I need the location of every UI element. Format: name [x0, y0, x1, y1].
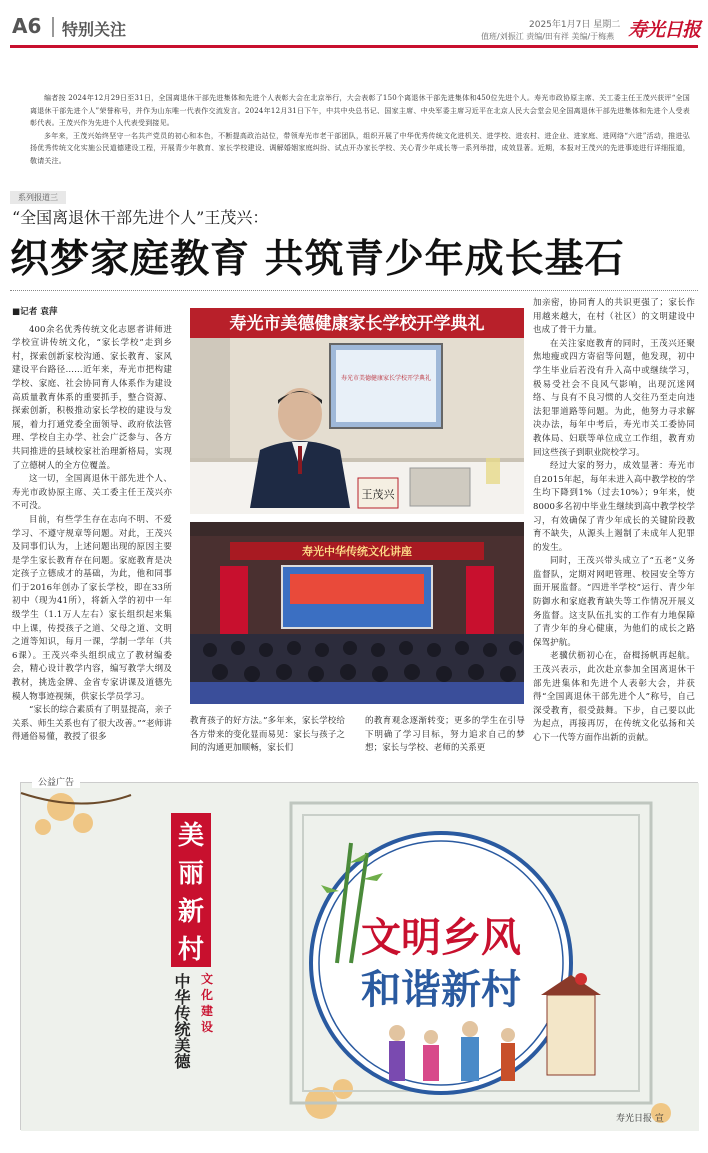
series-tag: 系列报道三	[10, 191, 66, 204]
photo1-nameplate-text: 王茂兴	[361, 488, 395, 501]
article-paragraph: 这一切，全国离退休干部先进个人、寿光市政协原主席、关工委主任王茂兴亦不可没。	[12, 474, 172, 512]
article-paragraph: 加亲密，协同育人的共识更强了；家长作用越来越大，在村（社区）的文明建设中也成了骨干力量。	[533, 298, 695, 336]
article-paragraph: 老骥伏枥初心在，奋楫扬帆再起航。王茂兴表示，此次赴京参加全国离退休干部先进集体和先进个人表彰大会，并获得“全国离退休干部先进个人”称号，自己深受教育，很受鼓舞。下步，自己要以此为起点，再接再厉，在传统文化弘扬和关心下一代等方面作出新的贡献。	[533, 651, 695, 743]
page-number: A6	[12, 14, 42, 38]
header-rule	[10, 45, 698, 48]
byline: ■记者 袁萍	[12, 307, 58, 317]
ad-circle	[311, 833, 571, 1093]
headline-kicker: “全国离退休干部先进个人”王茂兴：	[12, 208, 269, 227]
article-paragraph: 400余名优秀传统文化志愿者讲师进学校宣讲传统文化，“家长学校”走到乡村，探索创新家校沟通、家长教育、家风建设平台路径……近年来，寿光市把构建学校、家庭、社会协同育人体系作为建设高质量教育体系的重要抓手，整合资源、探索创新，积极推动家长学校的建设与发展，着力打通党委全面领导、政府依法管理、学校自主办学、社会广泛参与、各方共同推进的县域校家社治理新格局，实现了立德树人的全方位覆盖。	[12, 324, 172, 471]
ad-credit: 寿光日报 宣	[616, 1114, 664, 1124]
section-title: 特别关注	[62, 20, 127, 39]
article-column-3	[365, 715, 525, 763]
ad-title-line2: 和谐新村	[361, 967, 521, 1013]
photo-culture-lecture-art	[190, 522, 524, 704]
editors-note	[30, 92, 690, 167]
ad-artwork	[21, 783, 699, 1131]
ad-seal-char: 化	[200, 988, 213, 1002]
editors-note-paragraph: 编者按 2024年12月29日至31日，全国离退休干部先进集体和先进个人表彰大会在北京举行，大会表彰了150个离退休干部先进集体和450位先进个人。寿光市政协原主席、关工委主任王茂兴获评“全国离退休干部先进个人”荣誉称号，并作为山东唯一代表作交流发言。2024年12月31日下午，中共中央总书记、国家主席、中央军委主席习近平在北京人民大会堂会见全国离退休干部先进集体和先进个人受表彰代表。王茂兴作为先进个人代表受到接见。	[30, 94, 690, 127]
issue-date: 2025年1月7日 星期二	[529, 20, 621, 30]
article-paragraph: 的教育观念逐渐转变；更多的学生在引导下明确了学习目标，努力追求自己的梦想；家长与学校、老师的关系更	[365, 716, 525, 754]
headline: 织梦家庭教育 共筑青少年成长基石	[10, 237, 625, 282]
article-paragraph: 在关注家庭教育的同时，王茂兴还聚焦地瘦或四方寄宿等问题，他发现，初中学生毕业后若没有升入高中或继续学习，极易受社会不良风气影响，出现沉迷网络、与良有不良习惯的人交往乃至走向违法犯罪道路等问题。为此，他努力寻求解决办法，每年中考后，寿光市关工委协同教体局、妇联等单位成立工作组，教育劝回这些孩子到职业院校学习。	[533, 338, 695, 458]
ad-vertical-char: 村	[177, 935, 204, 965]
editor-credits: 值班/刘振江 责编/田有祥 美编/于梅燕	[481, 32, 615, 41]
editors-note-paragraph: 多年来，王茂兴始终坚守一名共产党员的初心和本色，不断提高政治站位，带领寿光市老干部团队，组织开展了中华优秀传统文化进机关、进学校、进农村、进企业、进家庭、进网络“六进”活动，推进弘扬优秀传统文化实施公民道德建设工程，开展青少年教育、家长学校建设、调解婚姻家庭纠纷、试点开办家长学校、关心青少年成长等一系列举措，成效显著。近期，本报对王茂兴的先进事迹进行详细报道，敬请关注。	[30, 131, 690, 165]
photo-opening-ceremony-art	[190, 308, 524, 514]
ad-tag: 公益广告	[32, 775, 80, 788]
ad-seal	[193, 971, 221, 1035]
ad-vertical-title	[173, 817, 209, 969]
article-paragraph: “家长的综合素质有了明显提高，亲子关系、师生关系也有了很大改善。”“老师讲得通俗易懂，教授了很多	[12, 705, 172, 743]
photo-opening-ceremony	[190, 308, 524, 514]
article-column-4	[533, 297, 695, 743]
headline-rule	[10, 290, 698, 291]
ad-title-line1: 文明乡风	[361, 915, 521, 961]
article-paragraph: 经过大家的努力，成效显著：寿光市自2015年起，每年未进入高中教学校的学生均下降到1%（过去10%）；9年来，使8000多名初中毕业生继续到高中教学校学习，有效确保了青少年成长的关键阶段教育不缺失，从源头上遏制了未成年人犯罪的发生。	[533, 461, 695, 553]
article-paragraph: 同时，王茂兴带头成立了“五老”义务监督队，定期对网吧管理、校园安全等方面开展监督。“四进半学校”运行、青少年防御水和家庭教育缺失等工作情况开展义务监督。这支队伍扎实的工作有力地保障了青少年的身心健康，为他们的成长之路保驾护航。	[533, 556, 695, 648]
header-divider	[52, 17, 54, 37]
article-paragraph: 目前，有些学生存在志向不明、不爱学习、不遵守规章等问题。对此，王茂兴及同事们认为，上述问题出现的原因主要是学生家长教育存在问题。家庭教育是决定孩子立德成才的基础，为此，他和同事们于2016年创办了家长学校，即在33所初中（现为41所），将新入学的初中一年级学生（1.1万人左右）家长组织起来集中上课，传授孩子之道、父母之道、文明之道等知识，每月一课，学制一学年（共6课）。王茂兴牵头组织成立了教材编委会，精心设计教学内容，编写教学大纲及教材，挑选金牌、金省专家讲课及道德先模人物事迹视频，供家长学员学习。	[12, 514, 172, 702]
ad-seal-char: 设	[200, 1020, 213, 1034]
article-column-2	[190, 715, 345, 763]
masthead-logo: 寿光日报	[628, 19, 701, 41]
ad-seal-char: 文	[200, 972, 213, 986]
public-service-ad	[20, 782, 698, 1130]
article-column-1	[12, 306, 172, 764]
photo-culture-lecture	[190, 522, 524, 704]
ad-vertical-char: 丽	[177, 859, 204, 889]
page-header	[0, 0, 708, 48]
photo2-banner-text: 寿光中华传统文化讲座	[302, 545, 412, 558]
photo1-banner-text: 寿光市美德健康家长学校开学典礼	[229, 314, 485, 334]
ad-vertical-subtitle: 中华传统美德	[172, 973, 191, 1069]
article-paragraph: 教育孩子的好方法。”多年来，家长学校给各方带来的变化显而易见：家长与孩子之间的沟通更加顺畅，家长们	[190, 716, 345, 754]
ad-vertical-char: 新	[177, 897, 204, 927]
photo1-screen-text: 寿光市美德健康家长学校开学典礼	[340, 375, 432, 382]
ad-vertical-char: 美	[177, 821, 204, 851]
ad-seal-char: 建	[200, 1004, 213, 1018]
